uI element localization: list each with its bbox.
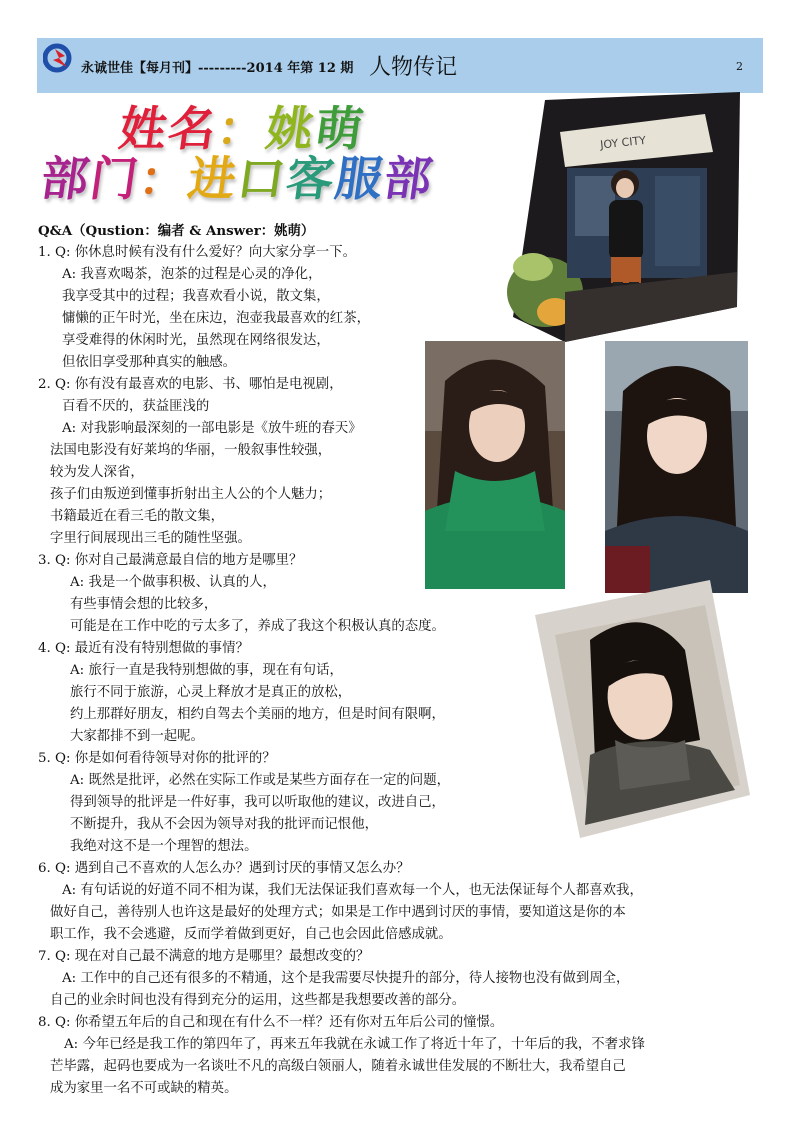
qa-answer-line: 字里行间展现出三毛的随性坚强。 (50, 531, 251, 546)
kiosk-sign-text: JOY CITY (599, 133, 647, 152)
qa-answer-line: 我享受其中的过程；我喜欢看小说，散文集， (62, 289, 330, 304)
qa-answer-line: 成为家里一名不可或缺的精英。 (50, 1081, 238, 1096)
qa-question: 6. Q: 遇到自己不喜欢的人怎么办？遇到讨厌的事情又怎么办？ (38, 861, 410, 876)
qa-answer-line: 慵懒的正午时光，坐在床边，泡壶我最喜欢的红茶， (62, 311, 370, 326)
section-title: 人物传记 (369, 55, 458, 80)
qa-question: 4. Q: 最近有没有特别想做的事情？ (38, 641, 249, 656)
title-char: 进 (184, 152, 242, 207)
qa-answer-line: A: 我喜欢喝茶，泡茶的过程是心灵的净化， (62, 267, 322, 282)
title-char: 姚 (262, 102, 320, 157)
qa-intro: Q&A（Qustion：编者 & Answer：姚萌） (38, 223, 315, 239)
qa-answer-line: A: 既然是批评，必然在实际工作或是某些方面存在一定的问题， (70, 773, 450, 788)
title-char: ： (135, 152, 193, 207)
qa-question: 7. Q: 现在对自己最不满意的地方是哪里？最想改变的？ (38, 949, 370, 964)
qa-answer-line: 得到领导的批评是一件好事，我可以听取他的建议，改进自己， (70, 795, 445, 810)
qa-answer-line: 但依旧享受那种真实的触感。 (62, 355, 237, 370)
qa-answer-line: 可能是在工作中吃的亏太多了，养成了我这个积极认真的态度。 (70, 619, 445, 634)
qa-answer-line: A: 有句话说的好道不同不相为谋，我们无法保证我们喜欢每一个人，也无法保证每个人都喜欢我， (62, 883, 643, 898)
page-header (37, 38, 763, 93)
qa-answer-line: 做好自己，善待别人也许这是最好的处理方式；如果是工作中遇到讨厌的事情，要知道这是你的本 (50, 905, 626, 920)
qa-section (38, 220, 778, 1100)
qa-answer-line: 不断提升，我从不会因为领导对我的批评而记恨他， (70, 817, 378, 832)
title-char: 姓 (115, 102, 173, 157)
issue-info: 永诚世佳【每月刊】---------2014 年第 12 期 (81, 61, 354, 76)
qa-answer-line: 芒毕露，起码也要成为一名谈吐不凡的高级白领丽人，随着永诚世佳发展的不断壮大，我希望自己 (50, 1059, 626, 1074)
qa-answer-line: 职工作，我不会逃避，反而学着做到更好，自己也会因此倍感成就。 (50, 927, 452, 942)
qa-question: 1. Q: 你休息时候有没有什么爱好？向大家分享一下。 (38, 245, 356, 260)
qa-question: 8. Q: 你希望五年后的自己和现在有什么不一样？还有你对五年后公司的憧憬。 (38, 1015, 504, 1030)
qa-answer-line: 书籍最近在看三毛的散文集， (50, 509, 225, 524)
qa-answer-line: A: 我是一个做事积极、认真的人， (70, 575, 276, 590)
qa-answer-line: A: 旅行一直是我特别想做的事，现在有句话， (70, 663, 343, 678)
qa-answer-line: 约上那群好朋友，相约自驾去个美丽的地方，但是时间有限啊， (70, 707, 445, 722)
title-char: ： (213, 102, 271, 157)
title-char: 名 (164, 102, 222, 157)
qa-answer-line: A: 今年已经是我工作的第四年了，再来五年我就在永诚工作了将近十年了，十年后的我，不奢求锋 (64, 1037, 645, 1052)
profile-department-title (37, 142, 438, 209)
qa-answer-line: 自己的业余时间也没有得到充分的运用，这些都是我想要改善的部分。 (50, 993, 466, 1008)
qa-answer-line: A: 对我影响最深刻的一部电影是《放牛班的春天》 (62, 421, 362, 436)
title-char: 服 (331, 152, 389, 207)
qa-answer-line: 较为发人深省， (50, 465, 144, 480)
qa-answer-line: 百看不厌的，获益匪浅的 (62, 399, 210, 414)
qa-answer-line: 法国电影没有好莱坞的华丽，一般叙事性较强， (50, 443, 332, 458)
title-char: 部 (380, 152, 438, 207)
page-number: 2 (736, 60, 743, 73)
qa-answer-line: 大家都排不到一起呢。 (70, 729, 204, 744)
qa-answer-line: 我绝对这不是一个理智的想法。 (70, 839, 258, 854)
qa-question: 3. Q: 你对自己最满意最自信的地方是哪里？ (38, 553, 303, 568)
qa-answer-line: 享受难得的休闲时光，虽然现在网络很发达， (62, 333, 330, 348)
title-char: 口 (233, 152, 291, 207)
qa-answer-line: 旅行不同于旅游，心灵上释放才是真正的放松， (70, 685, 352, 700)
qa-question: 2. Q: 你有没有最喜欢的电影、书、哪怕是电视剧， (38, 377, 343, 392)
title-char: 门 (86, 152, 144, 207)
title-char: 萌 (311, 102, 369, 157)
qa-answer-line: A: 工作中的自己还有很多的不精通，这个是我需要尽快提升的部分，待人接物也没有做到周全， (62, 971, 630, 986)
title-char: 部 (37, 152, 95, 207)
qa-answer-line: 有些事情会想的比较多， (70, 597, 218, 612)
qa-answer-line: 孩子们由叛逆到懂事折射出主人公的个人魅力； (50, 487, 332, 502)
title-char: 客 (282, 152, 340, 207)
qa-question: 5. Q: 你是如何看待领导对你的批评的？ (38, 751, 276, 766)
company-logo (43, 43, 73, 73)
